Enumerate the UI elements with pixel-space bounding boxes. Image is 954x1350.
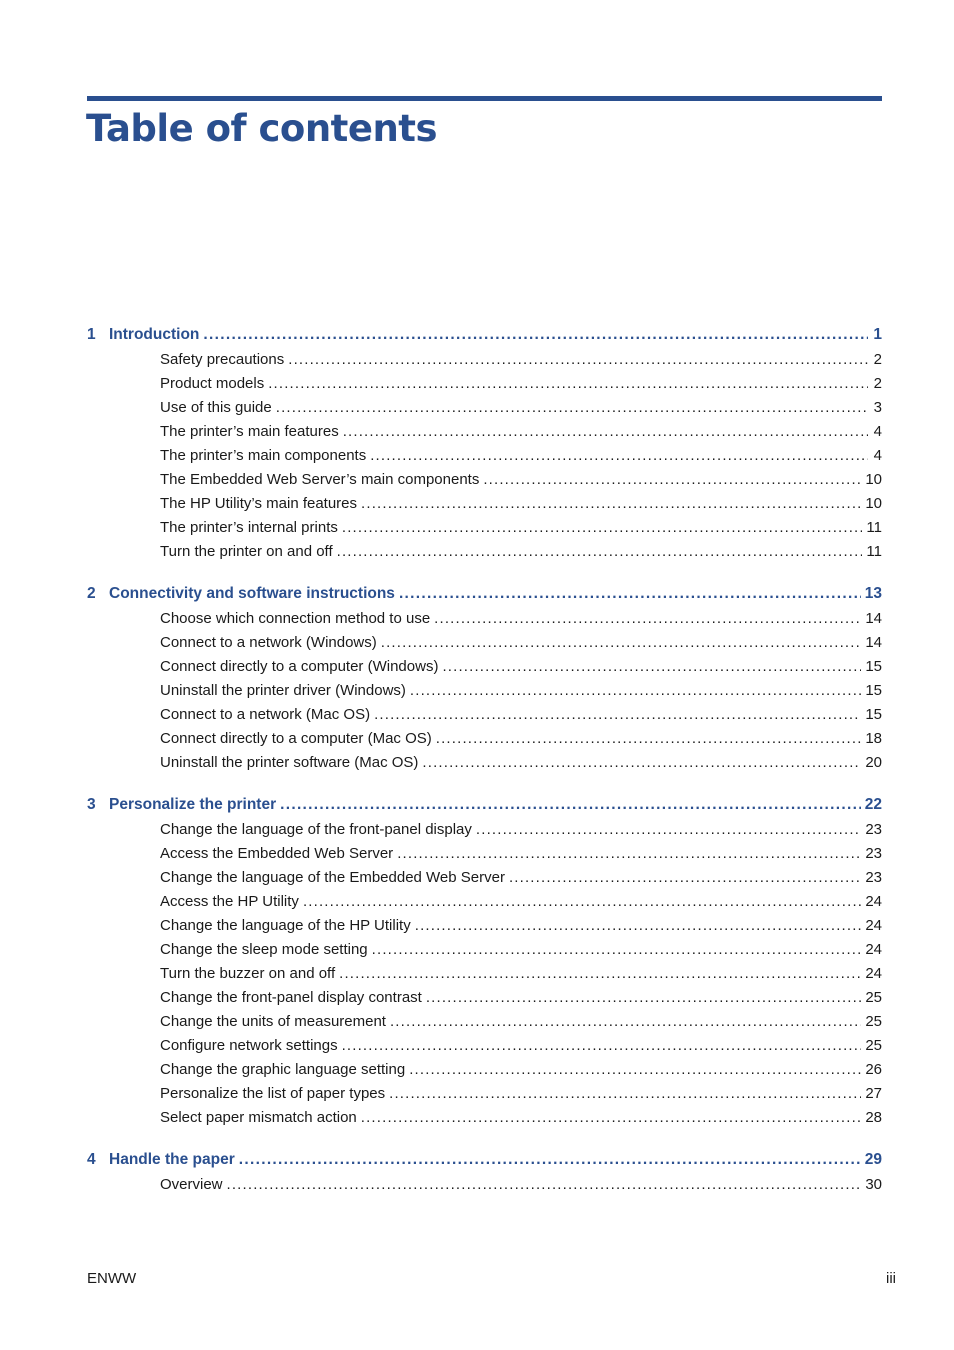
section-page-number: 25 bbox=[865, 1013, 882, 1030]
toc-section-entry[interactable] bbox=[160, 986, 882, 1010]
chapter-page-number: 13 bbox=[864, 585, 882, 602]
dot-leader bbox=[361, 1106, 862, 1130]
toc-section-entry[interactable] bbox=[160, 938, 882, 962]
section-title: Change the graphic language setting bbox=[160, 1061, 406, 1078]
dot-leader bbox=[476, 818, 861, 842]
toc-section-entry[interactable] bbox=[160, 348, 882, 372]
toc-section-entry[interactable] bbox=[160, 1010, 882, 1034]
section-title: Access the HP Utility bbox=[160, 893, 299, 910]
chapter-number: 3 bbox=[87, 796, 96, 813]
section-page-number: 4 bbox=[873, 447, 882, 464]
section-title: Connect to a network (Windows) bbox=[160, 634, 377, 651]
dot-leader bbox=[390, 1010, 861, 1034]
chapter-page-number: 29 bbox=[864, 1151, 882, 1168]
dot-leader bbox=[415, 914, 862, 938]
dot-leader bbox=[337, 540, 863, 564]
toc-chapter-entry[interactable] bbox=[87, 792, 882, 818]
section-page-number: 24 bbox=[865, 941, 882, 958]
dot-leader bbox=[509, 866, 861, 890]
toc-section-entry[interactable] bbox=[160, 727, 882, 751]
footer-page-number: iii bbox=[886, 1270, 896, 1287]
chapter-title: Handle the paper bbox=[109, 1151, 235, 1168]
section-title: Connect directly to a computer (Mac OS) bbox=[160, 730, 432, 747]
section-title: Select paper mismatch action bbox=[160, 1109, 357, 1126]
section-page-number: 3 bbox=[873, 399, 882, 416]
toc-chapter bbox=[87, 581, 882, 775]
dot-leader bbox=[372, 938, 862, 962]
dot-leader bbox=[410, 679, 861, 703]
dot-leader bbox=[409, 1058, 861, 1082]
toc-section-entry[interactable] bbox=[160, 420, 882, 444]
section-page-number: 10 bbox=[865, 471, 882, 488]
section-page-number: 15 bbox=[865, 706, 882, 723]
section-title: Change the units of measurement bbox=[160, 1013, 386, 1030]
section-page-number: 15 bbox=[865, 682, 882, 699]
title-rule bbox=[87, 96, 882, 101]
toc-section-entry[interactable] bbox=[160, 1173, 882, 1197]
dot-leader bbox=[203, 322, 868, 348]
section-page-number: 28 bbox=[865, 1109, 882, 1126]
section-page-number: 24 bbox=[865, 893, 882, 910]
section-title: Overview bbox=[160, 1176, 223, 1193]
toc-section-entry[interactable] bbox=[160, 655, 882, 679]
section-title: Configure network settings bbox=[160, 1037, 338, 1054]
dot-leader bbox=[397, 842, 861, 866]
table-of-contents bbox=[87, 322, 882, 1214]
section-title: The printer’s internal prints bbox=[160, 519, 338, 536]
dot-leader bbox=[399, 581, 861, 607]
dot-leader bbox=[361, 492, 861, 516]
dot-leader bbox=[303, 890, 861, 914]
section-title: Safety precautions bbox=[160, 351, 285, 368]
section-title: Product models bbox=[160, 375, 265, 392]
section-title: Personalize the list of paper types bbox=[160, 1085, 386, 1102]
toc-section-entry[interactable] bbox=[160, 1106, 882, 1130]
section-page-number: 23 bbox=[865, 869, 882, 886]
toc-section-entry[interactable] bbox=[160, 516, 882, 540]
section-page-number: 27 bbox=[865, 1085, 882, 1102]
toc-chapter bbox=[87, 1147, 882, 1197]
toc-section-entry[interactable] bbox=[160, 468, 882, 492]
dot-leader bbox=[268, 372, 868, 396]
toc-section-entry[interactable] bbox=[160, 1034, 882, 1058]
dot-leader bbox=[426, 986, 861, 1010]
section-title: The printer’s main components bbox=[160, 447, 367, 464]
section-title: Connect to a network (Mac OS) bbox=[160, 706, 371, 723]
section-title: Uninstall the printer software (Mac OS) bbox=[160, 754, 419, 771]
section-page-number: 23 bbox=[865, 821, 882, 838]
dot-leader bbox=[442, 655, 861, 679]
toc-section-entry[interactable] bbox=[160, 679, 882, 703]
section-title: Turn the printer on and off bbox=[160, 543, 333, 560]
toc-section-entry[interactable] bbox=[160, 866, 882, 890]
section-page-number: 20 bbox=[865, 754, 882, 771]
dot-leader bbox=[389, 1082, 861, 1106]
section-page-number: 4 bbox=[873, 423, 882, 440]
toc-section-entry[interactable] bbox=[160, 703, 882, 727]
chapter-page-number: 22 bbox=[864, 796, 882, 813]
footer-left-label: ENWW bbox=[87, 1270, 137, 1287]
toc-section-entry[interactable] bbox=[160, 396, 882, 420]
section-title: Change the language of the Embedded Web Server bbox=[160, 869, 505, 886]
section-title: Access the Embedded Web Server bbox=[160, 845, 394, 862]
dot-leader bbox=[288, 348, 868, 372]
toc-section-entry[interactable] bbox=[160, 962, 882, 986]
page-title: Table of contents bbox=[86, 107, 438, 150]
dot-leader bbox=[239, 1147, 861, 1173]
section-title: Connect directly to a computer (Windows) bbox=[160, 658, 439, 675]
section-title: Change the language of the front-panel display bbox=[160, 821, 472, 838]
chapter-number: 1 bbox=[87, 326, 96, 343]
toc-section-entry[interactable] bbox=[160, 540, 882, 564]
dot-leader bbox=[280, 792, 861, 818]
dot-leader bbox=[342, 1034, 862, 1058]
dot-leader bbox=[339, 962, 861, 986]
section-page-number: 10 bbox=[865, 495, 882, 512]
dot-leader bbox=[343, 420, 868, 444]
dot-leader bbox=[434, 607, 861, 631]
chapter-number: 2 bbox=[87, 585, 96, 602]
section-page-number: 11 bbox=[866, 519, 882, 536]
toc-section-entry[interactable] bbox=[160, 1082, 882, 1106]
toc-section-entry[interactable] bbox=[160, 631, 882, 655]
section-page-number: 2 bbox=[873, 375, 882, 392]
section-page-number: 14 bbox=[865, 610, 882, 627]
dot-leader bbox=[227, 1173, 862, 1197]
toc-section-entry[interactable] bbox=[160, 492, 882, 516]
section-page-number: 24 bbox=[865, 917, 882, 934]
toc-section-entry[interactable] bbox=[160, 444, 882, 468]
section-page-number: 23 bbox=[865, 845, 882, 862]
toc-chapter-entry[interactable] bbox=[87, 581, 882, 607]
section-title: The printer’s main features bbox=[160, 423, 339, 440]
section-page-number: 25 bbox=[865, 1037, 882, 1054]
toc-chapter bbox=[87, 322, 882, 564]
dot-leader bbox=[342, 516, 863, 540]
section-page-number: 14 bbox=[865, 634, 882, 651]
toc-section-entry[interactable] bbox=[160, 914, 882, 938]
dot-leader bbox=[483, 468, 861, 492]
section-title: Uninstall the printer driver (Windows) bbox=[160, 682, 406, 699]
dot-leader bbox=[422, 751, 861, 775]
toc-section-entry[interactable] bbox=[160, 1058, 882, 1082]
chapter-title: Connectivity and software instructions bbox=[109, 585, 395, 602]
section-title: Change the front-panel display contrast bbox=[160, 989, 422, 1006]
section-page-number: 25 bbox=[865, 989, 882, 1006]
section-page-number: 24 bbox=[865, 965, 882, 982]
section-title: Choose which connection method to use bbox=[160, 610, 431, 627]
toc-chapter bbox=[87, 792, 882, 1130]
dot-leader bbox=[381, 631, 862, 655]
dot-leader bbox=[370, 444, 868, 468]
toc-chapter-entry[interactable] bbox=[87, 322, 882, 348]
toc-section-entry[interactable] bbox=[160, 890, 882, 914]
section-page-number: 18 bbox=[865, 730, 882, 747]
section-page-number: 26 bbox=[865, 1061, 882, 1078]
toc-section-entry[interactable] bbox=[160, 842, 882, 866]
toc-section-entry[interactable] bbox=[160, 372, 882, 396]
chapter-title: Personalize the printer bbox=[109, 796, 277, 813]
dot-leader bbox=[374, 703, 861, 727]
chapter-page-number: 1 bbox=[873, 326, 882, 343]
section-title: Change the language of the HP Utility bbox=[160, 917, 411, 934]
section-title: The Embedded Web Server’s main components bbox=[160, 471, 480, 488]
section-title: Change the sleep mode setting bbox=[160, 941, 368, 958]
toc-section-entry[interactable] bbox=[160, 818, 882, 842]
dot-leader bbox=[276, 396, 868, 420]
toc-chapter-entry[interactable] bbox=[87, 1147, 882, 1173]
section-title: Turn the buzzer on and off bbox=[160, 965, 336, 982]
toc-section-entry[interactable] bbox=[160, 607, 882, 631]
dot-leader bbox=[436, 727, 862, 751]
chapter-title: Introduction bbox=[109, 326, 200, 343]
section-title: The HP Utility’s main features bbox=[160, 495, 358, 512]
section-page-number: 2 bbox=[873, 351, 882, 368]
section-page-number: 30 bbox=[865, 1176, 882, 1193]
chapter-number: 4 bbox=[87, 1151, 96, 1168]
toc-section-entry[interactable] bbox=[160, 751, 882, 775]
section-page-number: 15 bbox=[865, 658, 882, 675]
section-title: Use of this guide bbox=[160, 399, 272, 416]
section-page-number: 11 bbox=[866, 543, 882, 560]
